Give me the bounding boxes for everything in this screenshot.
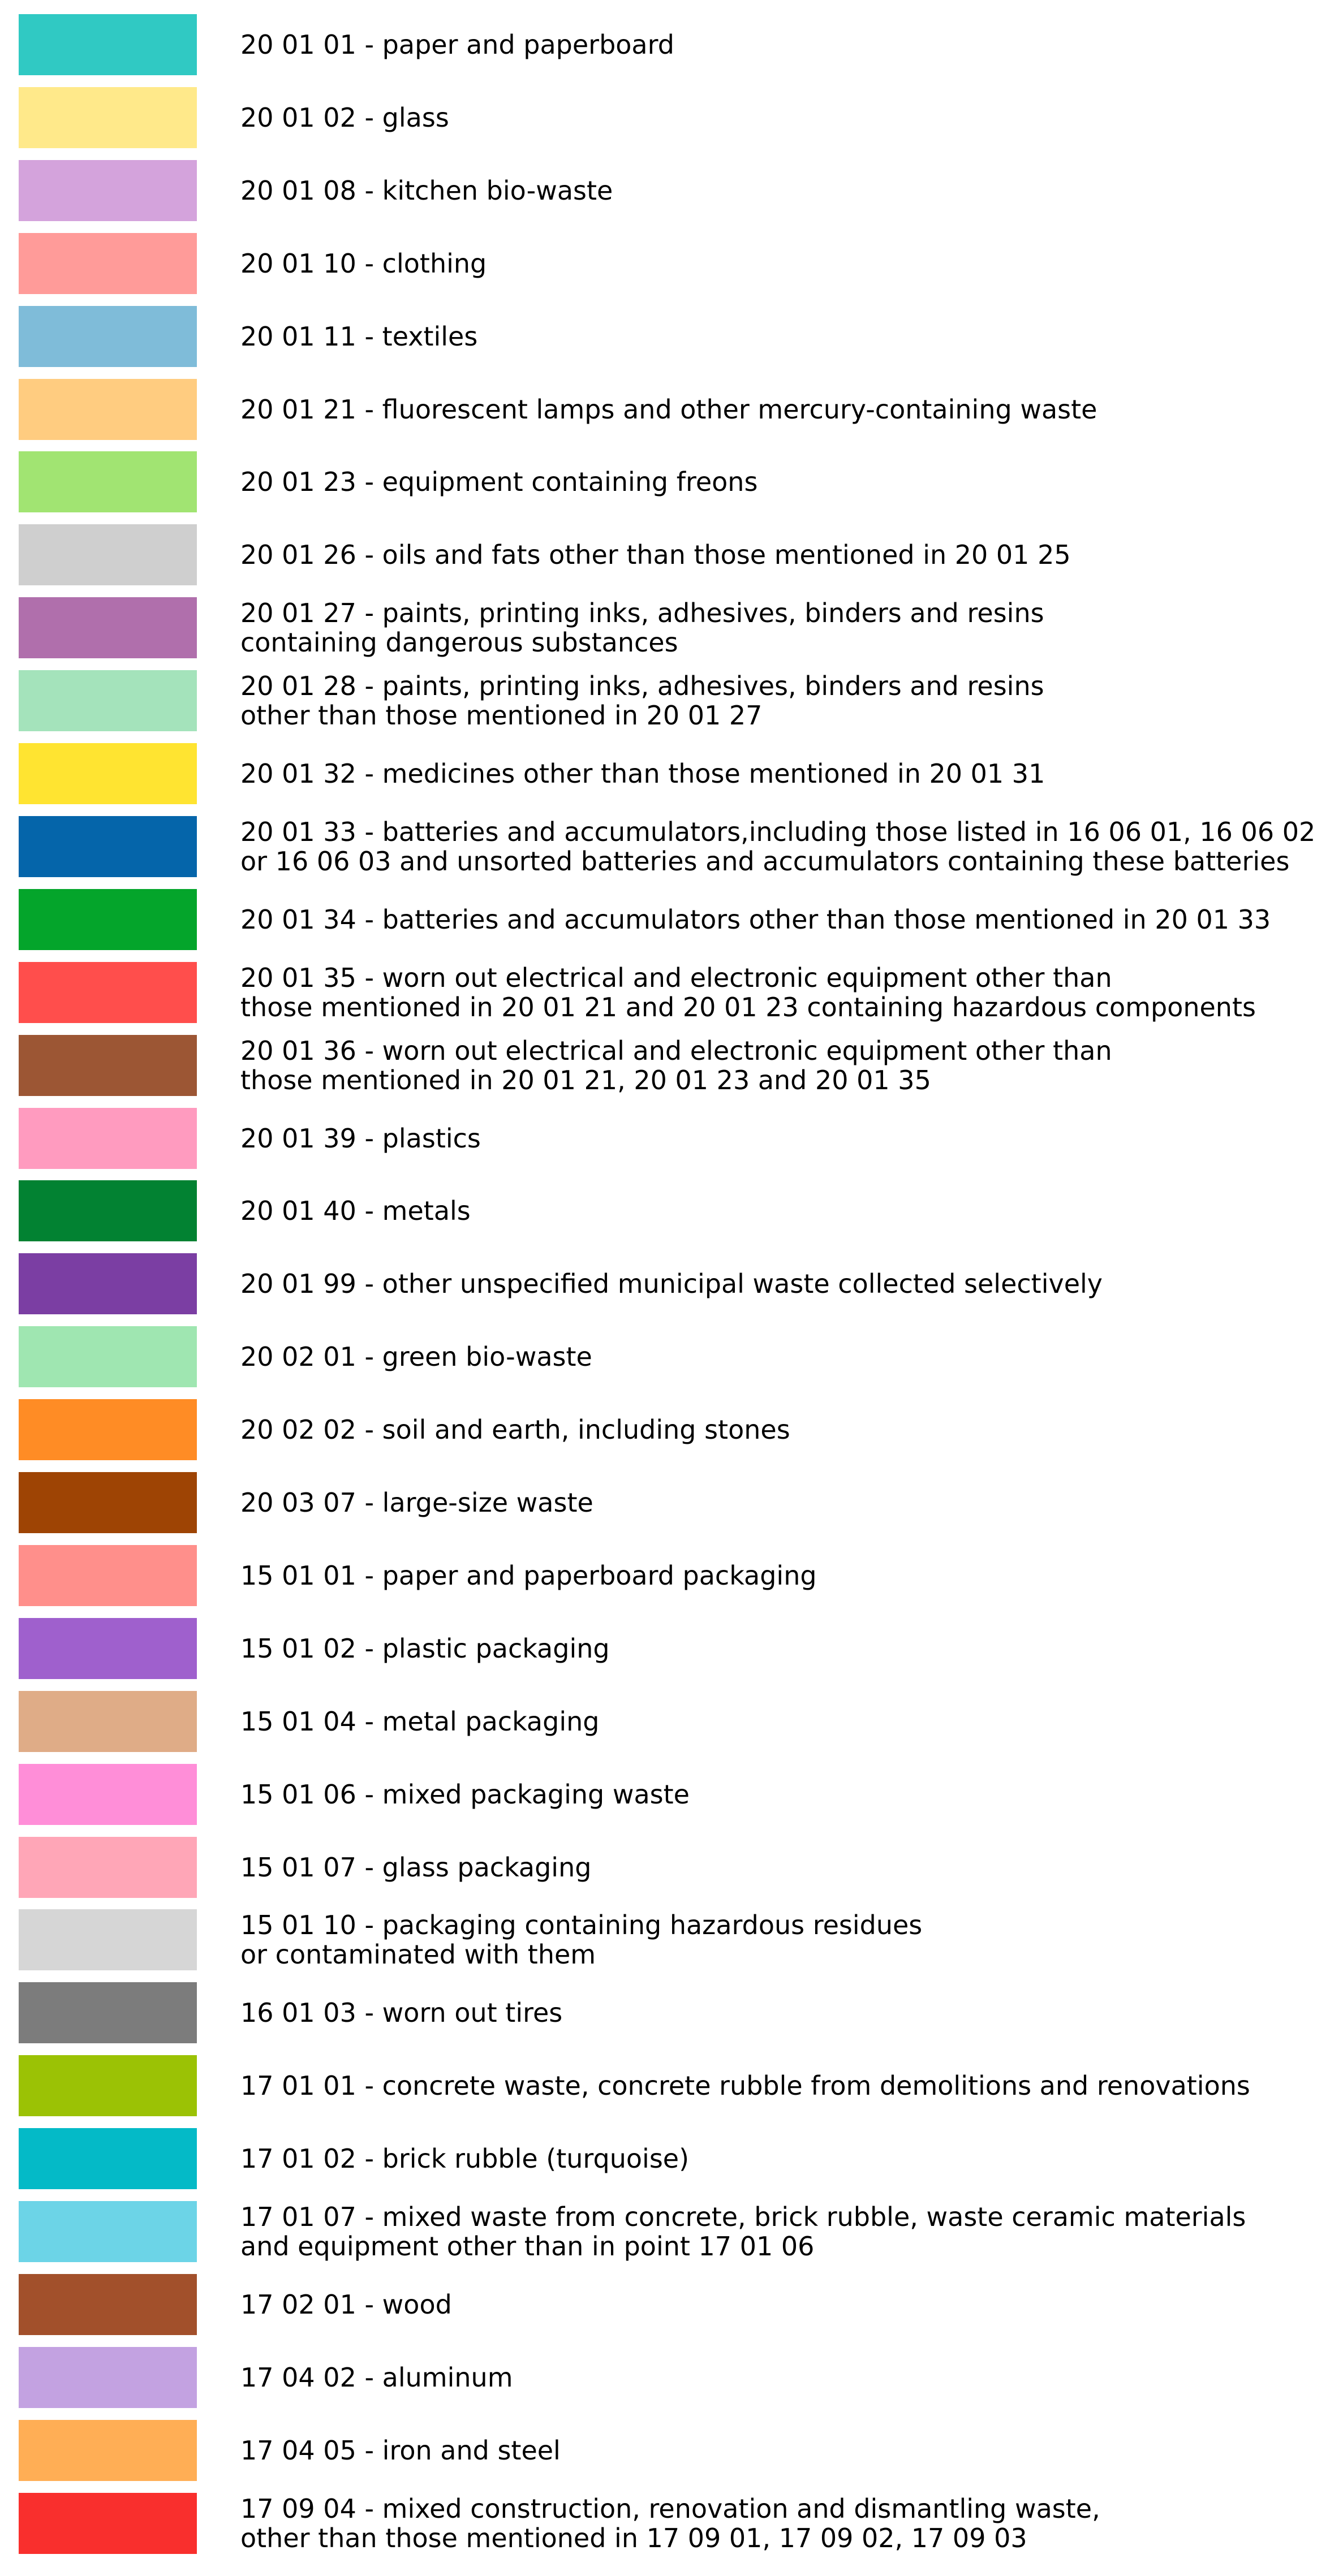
legend-label: 15 01 01 - paper and paperboard packaging [240, 1560, 817, 1591]
legend-swatch [19, 816, 197, 877]
legend-label: 20 01 99 - other unspecified municipal waste collected selectively [240, 1268, 1103, 1299]
legend-label: 17 01 07 - mixed waste from concrete, brick rubble, waste ceramic materials and equipment other than in point 17 01 06 [240, 2202, 1246, 2262]
legend-swatch [19, 306, 197, 367]
legend-label: 20 01 32 - medicines other than those mentioned in 20 01 31 [240, 758, 1045, 789]
legend-label: 15 01 02 - plastic packaging [240, 1633, 610, 1664]
legend-swatch [19, 379, 197, 440]
legend-label: 20 01 21 - fluorescent lamps and other mercury-containing waste [240, 394, 1097, 425]
legend-entry [0, 816, 1343, 877]
legend-label: 20 02 01 - green bio-waste [240, 1341, 592, 1372]
legend-entry [0, 1253, 1343, 1314]
legend-entry [0, 1837, 1343, 1898]
legend-swatch [19, 1837, 197, 1898]
legend-swatch [19, 889, 197, 950]
legend-entry [0, 1326, 1343, 1387]
legend-swatch [19, 2274, 197, 2335]
legend-swatch [19, 1326, 197, 1387]
legend-label: 20 01 02 - glass [240, 102, 449, 133]
legend-swatch [19, 1618, 197, 1679]
legend-swatch [19, 2420, 197, 2481]
legend-entry [0, 1909, 1343, 1970]
legend-swatch [19, 1108, 197, 1169]
legend-label: 20 01 40 - metals [240, 1196, 471, 1226]
legend-label: 15 01 10 - packaging containing hazardous residues or contaminated with them [240, 1910, 923, 1970]
legend-label: 17 09 04 - mixed construction, renovation and dismantling waste, other than those mentioned in 17 09 01, 17 09 02, 17 09 03 [240, 2493, 1100, 2553]
legend-entry [0, 1618, 1343, 1679]
legend-swatch [19, 87, 197, 148]
legend-swatch [19, 1253, 197, 1314]
legend-entry [0, 1545, 1343, 1606]
legend-label: 20 01 23 - equipment containing freons [240, 467, 758, 497]
legend-label: 20 01 26 - oils and fats other than those mentioned in 20 01 25 [240, 540, 1071, 570]
legend-label: 20 01 35 - worn out electrical and electronic equipment other than those mentioned in 20 01 21 and 20 01 23 containing hazardous components [240, 963, 1256, 1022]
legend-entry [0, 233, 1343, 294]
legend-label: 17 02 01 - wood [240, 2289, 452, 2320]
legend-swatch [19, 1472, 197, 1533]
legend-swatch [19, 670, 197, 731]
legend-entry [0, 1982, 1343, 2043]
legend-entry [0, 2420, 1343, 2481]
legend-swatch [19, 14, 197, 75]
legend-swatch [19, 1180, 197, 1241]
legend-label: 20 01 33 - batteries and accumulators,including those listed in 16 06 01, 16 06 02 or 16 06 03 and unsorted batteries and accumulators containing these batteries [240, 817, 1316, 877]
legend-label: 20 01 01 - paper and paperboard [240, 29, 674, 60]
legend-entry [0, 87, 1343, 148]
legend-label: 15 01 04 - metal packaging [240, 1706, 600, 1737]
legend-entry [0, 1180, 1343, 1241]
legend-label: 20 01 34 - batteries and accumulators other than those mentioned in 20 01 33 [240, 904, 1271, 935]
legend-swatch [19, 1691, 197, 1752]
legend-entry [0, 524, 1343, 585]
legend-entry [0, 1691, 1343, 1752]
legend-entry [0, 14, 1343, 75]
legend-swatch [19, 1545, 197, 1606]
legend-entry [0, 597, 1343, 658]
legend-label: 20 01 10 - clothing [240, 248, 487, 279]
legend-swatch [19, 1399, 197, 1460]
legend-entry [0, 1035, 1343, 1096]
legend-entry [0, 306, 1343, 367]
legend-entry [0, 451, 1343, 512]
legend-swatch [19, 597, 197, 658]
legend-swatch [19, 233, 197, 294]
legend-entry [0, 379, 1343, 440]
legend-swatch [19, 2493, 197, 2554]
legend-swatch [19, 1035, 197, 1096]
legend-swatch [19, 451, 197, 512]
legend-swatch [19, 524, 197, 585]
legend-label: 20 01 08 - kitchen bio-waste [240, 175, 613, 206]
legend-swatch [19, 1764, 197, 1825]
legend-label: 17 04 02 - aluminum [240, 2362, 513, 2393]
legend-swatch [19, 1982, 197, 2043]
legend-swatch [19, 962, 197, 1023]
legend-entry [0, 962, 1343, 1023]
legend-entry [0, 2201, 1343, 2262]
legend-entry [0, 743, 1343, 804]
legend-entry [0, 670, 1343, 731]
legend-swatch [19, 2055, 197, 2116]
legend-entry [0, 1764, 1343, 1825]
legend-swatch [19, 2201, 197, 2262]
legend-label: 20 01 39 - plastics [240, 1123, 481, 1154]
legend-label: 20 01 27 - paints, printing inks, adhesives, binders and resins containing dangerous substances [240, 598, 1044, 658]
legend-entry [0, 2274, 1343, 2335]
legend-label: 20 01 11 - textiles [240, 321, 478, 352]
legend-label: 20 01 28 - paints, printing inks, adhesives, binders and resins other than those mentioned in 20 01 27 [240, 671, 1044, 731]
legend-swatch [19, 2347, 197, 2408]
legend-label: 17 04 05 - iron and steel [240, 2435, 561, 2466]
legend-entry [0, 1399, 1343, 1460]
legend-swatch [19, 1909, 197, 1970]
legend-swatch [19, 160, 197, 221]
legend-entry [0, 1472, 1343, 1533]
legend-label: 20 03 07 - large-size waste [240, 1487, 593, 1518]
legend-entry [0, 2493, 1343, 2554]
legend-label: 17 01 02 - brick rubble (turquoise) [240, 2143, 690, 2174]
legend-entry [0, 1108, 1343, 1169]
legend-entry [0, 2055, 1343, 2116]
legend-entry [0, 2128, 1343, 2189]
legend-label: 15 01 07 - glass packaging [240, 1852, 592, 1883]
legend-label: 20 01 36 - worn out electrical and electronic equipment other than those mentioned in 20 01 21, 20 01 23 and 20 01 35 [240, 1035, 1112, 1095]
legend-label: 15 01 06 - mixed packaging waste [240, 1779, 690, 1810]
legend-entry [0, 889, 1343, 950]
legend-label: 20 02 02 - soil and earth, including stones [240, 1414, 790, 1445]
legend-entry [0, 2347, 1343, 2408]
legend-swatch [19, 2128, 197, 2189]
legend-label: 17 01 01 - concrete waste, concrete rubble from demolitions and renovations [240, 2070, 1250, 2101]
legend-swatch [19, 743, 197, 804]
legend-entry [0, 160, 1343, 221]
legend-label: 16 01 03 - worn out tires [240, 1997, 563, 2028]
